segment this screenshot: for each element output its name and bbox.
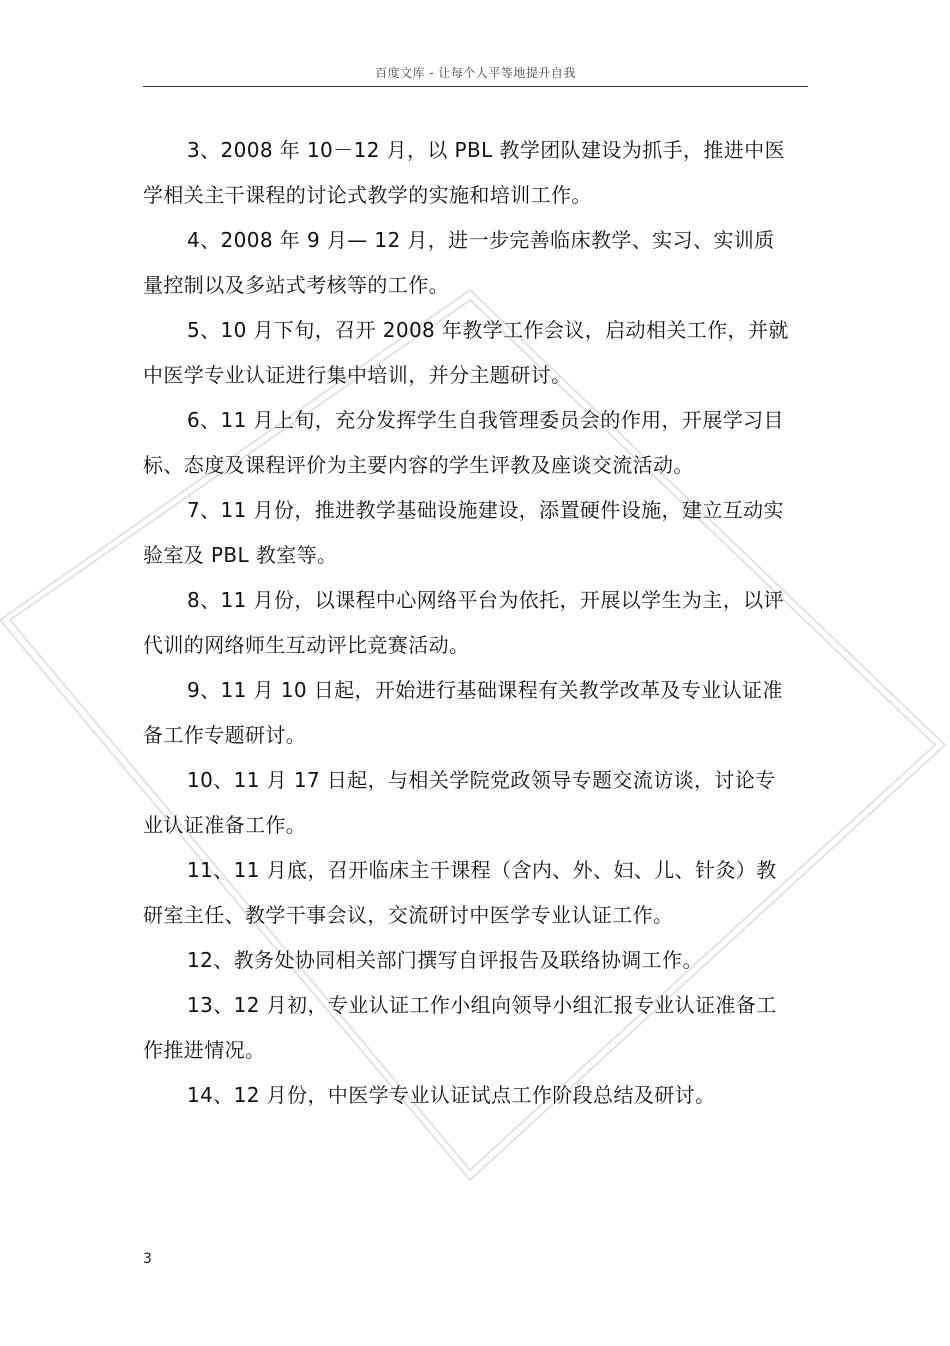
paragraph-item-10: 10、11 月 17 日起，与相关学院党政领导专题交流访谈，讨论专业认证准备工作。 <box>143 768 776 837</box>
paragraph-item-13: 13、12 月初，专业认证工作小组向领导小组汇报专业认证准备工作推进情况。 <box>143 993 777 1062</box>
header-divider <box>143 86 808 87</box>
page-header: 百度文库 - 让每个人平等地提升自我 <box>375 66 576 80</box>
page-number: 3 <box>143 1251 152 1267</box>
paragraph-item-4: 4、2008 年 9 月— 12 月，进一步完善临床教学、实习、实训质量控制以及多站式考核等的工作。 <box>143 228 775 297</box>
paragraph-item-6: 6、11 月上旬，充分发挥学生自我管理委员会的作用，开展学习目标、态度及课程评价为主要内容的学生评教及座谈交流活动。 <box>143 408 784 477</box>
paragraph-item-9: 9、11 月 10 日起，开始进行基础课程有关教学改革及专业认证准备工作专题研讨。 <box>143 678 783 747</box>
document-body <box>143 128 793 1118</box>
paragraph-item-3: 3、2008 年 10－12 月，以 PBL 教学团队建设为抓手，推进中医学相关主干课程的讨论式教学的实施和培训工作。 <box>143 138 786 207</box>
paragraph-item-7: 7、11 月份，推进教学基础设施建设，添置硬件设施，建立互动实验室及 PBL 教室等。 <box>143 498 784 567</box>
paragraph-item-5: 5、10 月下旬，召开 2008 年教学工作会议，启动相关工作，并就中医学专业认证进行集中培训，并分主题研讨。 <box>143 318 789 387</box>
paragraph-item-8: 8、11 月份，以课程中心网络平台为依托，开展以学生为主，以评代训的网络师生互动评比竞赛活动。 <box>143 588 784 657</box>
paragraph-item-12: 12、教务处协同相关部门撰写自评报告及联络协调工作。 <box>187 948 703 972</box>
paragraph-item-11: 11、11 月底，召开临床主干课程（含内、外、妇、儿、针灸）教研室主任、教学干事会议，交流研讨中医学专业认证工作。 <box>143 858 777 927</box>
paragraph-item-14: 14、12 月份，中医学专业认证试点工作阶段总结及研讨。 <box>187 1083 716 1107</box>
